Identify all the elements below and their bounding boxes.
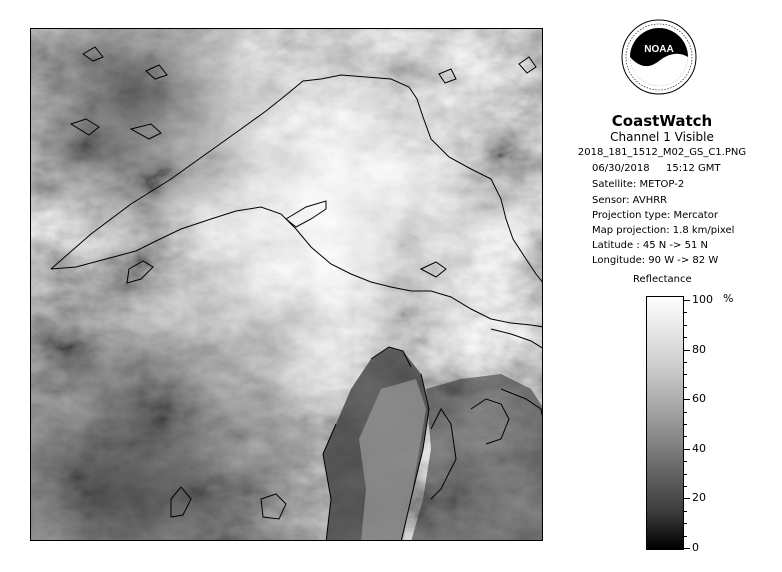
channel-label: Channel 1 Visible [610, 130, 714, 144]
colorbar-major-tick [684, 399, 690, 400]
noaa-logo-text: NOAA [644, 44, 674, 55]
colorbar-major-tick [684, 498, 690, 499]
colorbar-minor-tick [684, 511, 687, 512]
time: 15:12 GMT [666, 163, 721, 174]
colorbar-minor-tick [684, 362, 687, 363]
latitude: Latitude : 45 N -> 51 N [592, 240, 708, 251]
projection-type: Projection type: Mercator [592, 210, 718, 221]
product-title: CoastWatch [611, 112, 713, 130]
colorbar-label: Reflectance [633, 274, 692, 285]
colorbar [646, 296, 684, 550]
colorbar-major-tick [684, 449, 690, 450]
colorbar-minor-tick [684, 474, 687, 475]
colorbar-tick-label: 60 [692, 392, 706, 405]
satellite-image-svg [31, 29, 543, 541]
noaa-logo [621, 19, 697, 95]
colorbar-minor-tick [684, 374, 687, 375]
satellite: Satellite: METOP-2 [592, 179, 685, 190]
longitude: Longitude: 90 W -> 82 W [592, 255, 719, 266]
satellite-image [30, 28, 543, 541]
filename: 2018_181_1512_M02_GS_C1.PNG [577, 147, 747, 158]
colorbar-minor-tick [684, 325, 687, 326]
colorbar-tick-label: 20 [692, 491, 706, 504]
colorbar-minor-tick [684, 424, 687, 425]
colorbar-minor-tick [684, 312, 687, 313]
colorbar-unit: % [723, 292, 734, 305]
colorbar-minor-tick [684, 337, 687, 338]
colorbar-tick-label: 40 [692, 442, 706, 455]
colorbar-tick-label: 100 [692, 293, 713, 306]
colorbar-tick-label: 0 [692, 541, 699, 554]
colorbar-major-tick [684, 300, 690, 301]
colorbar-minor-tick [684, 387, 687, 388]
colorbar-minor-tick [684, 486, 687, 487]
colorbar-minor-tick [684, 412, 687, 413]
colorbar-major-tick [684, 350, 690, 351]
colorbar-tick-label: 80 [692, 343, 706, 356]
colorbar-major-tick [684, 548, 690, 549]
map-projection: Map projection: 1.8 km/pixel [592, 225, 735, 236]
colorbar-minor-tick [684, 523, 687, 524]
date: 06/30/2018 [592, 163, 650, 174]
sensor: Sensor: AVHRR [592, 195, 668, 206]
colorbar-minor-tick [684, 461, 687, 462]
colorbar-minor-tick [684, 436, 687, 437]
colorbar-minor-tick [684, 536, 687, 537]
